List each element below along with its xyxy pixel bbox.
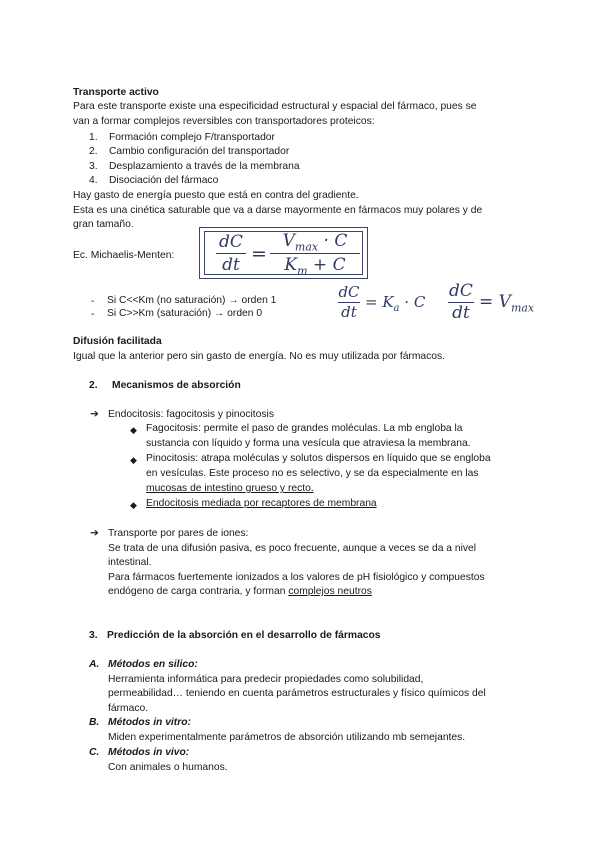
step-number: 3. — [89, 161, 98, 172]
arrow-bullet-icon: ➔ — [90, 528, 99, 539]
diamond-bullet-icon: ◆ — [130, 425, 137, 435]
order0-denominator: dt — [452, 303, 470, 323]
underlined-term: complejos neutros — [288, 586, 372, 597]
paragraph-line: Igual que la anterior pero sin gasto de energía. No es muy utilizada por fármacos. — [73, 351, 446, 362]
km-subscript: m — [297, 264, 308, 278]
paragraph-line: Se trata de una difusión pasiva, es poco frecuente, aunque a veces se da a nivel — [108, 543, 477, 554]
step-number: 4. — [89, 175, 98, 186]
mm-rhs-fraction-bar — [270, 253, 360, 254]
list-item-endocytosis: Endocitosis: fagocitosis y pinocitosis — [108, 409, 274, 420]
mm-rhs-den-rest: + C — [307, 255, 346, 275]
paragraph-line: Para fármacos fuertemente ionizados a los valores de pH fisiológico y compuestos — [108, 572, 485, 583]
paragraph-line: van a formar complejos reversibles con transportadores proteicos: — [73, 116, 375, 127]
method-letter: A. — [89, 659, 100, 670]
section-title-absorption-prediction: Predicción de la absorción en el desarrollo de fármacos — [107, 630, 381, 641]
method-letter: C. — [89, 747, 100, 758]
section-heading-facilitated-diffusion: Difusión facilitada — [73, 336, 162, 347]
paragraph-line: intestinal. — [108, 557, 152, 568]
mm-rhs-num-rest: · C — [318, 231, 348, 251]
paragraph-line: Miden experimentalmente parámetros de absorción utilizando mb semejantes. — [108, 732, 466, 743]
vmax-symbol: V — [282, 231, 295, 251]
paragraph-line: gran tamaño. — [73, 219, 134, 230]
paragraph-line: Fagocitosis: permite el paso de grandes moléculas. La mb engloba la — [146, 423, 463, 434]
mm-rhs-denominator — [268, 255, 362, 281]
diamond-bullet-icon: ◆ — [130, 455, 137, 465]
paragraph-line: Hay gasto de energía puesto que está en contra del gradiente. — [73, 190, 359, 201]
order1-numerator: dC — [338, 283, 360, 301]
paragraph-line: Con animales o humanos. — [108, 762, 228, 773]
order1-rest: · C — [399, 293, 426, 311]
mm-lhs-numerator: dC — [219, 232, 243, 252]
paragraph-line: Esta es una cinética saturable que va a darse mayormente en fármacos muy polares y de — [73, 205, 483, 216]
paragraph-line-underlined: mucosas de intestino grueso y recto. — [146, 483, 314, 494]
vmax-symbol: = V — [479, 292, 511, 312]
ka-subscript: a — [393, 303, 400, 314]
order1-rhs — [365, 294, 425, 317]
paragraph-line: permeabilidad… teniendo en cuenta parámetros estructurales y físico químicos del — [108, 688, 486, 699]
paragraph-line: sustancia con líquido y forma una vesícula que atraviesa la membrana. — [146, 438, 471, 449]
step-text: Cambio configuración del transportador — [109, 146, 290, 157]
method-letter: B. — [89, 717, 100, 728]
mm-equals: = — [251, 243, 267, 265]
step-number: 2. — [89, 146, 98, 157]
text-span: endógeno de carga contraria, y forman — [108, 586, 289, 597]
step-text: Disociación del fármaco — [109, 175, 219, 186]
diamond-bullet-icon: ◆ — [130, 500, 137, 510]
step-number: 1. — [89, 132, 98, 143]
km-symbol: K — [284, 255, 298, 275]
paragraph-line: Pinocitosis: atrapa moléculas y solutos dispersos en líquido que se engloba — [146, 453, 491, 464]
ka-symbol: = K — [365, 293, 394, 311]
section-number: 3. — [89, 630, 98, 641]
order0-rhs — [479, 293, 534, 317]
paragraph-line: Herramienta informática para predecir propiedades como solubilidad, — [108, 674, 424, 685]
order1-denominator: dt — [341, 303, 357, 321]
case-text: Si C<<Km (no saturación) → orden 1 — [107, 295, 277, 306]
order0-numerator: dC — [449, 281, 473, 301]
step-text: Formación complejo F/transportador — [109, 132, 275, 143]
mm-lhs-denominator: dt — [222, 255, 240, 275]
method-title-in-vivo: Métodos in vivo: — [108, 747, 190, 758]
paragraph-line: en vesículas. Este proceso no es selectivo, y se da especialmente en las — [146, 468, 479, 479]
case-bullet: - — [91, 309, 95, 320]
method-title-in-silico: Métodos en silico: — [108, 659, 198, 670]
case-text: Si C>>Km (saturación) → orden 0 — [107, 308, 263, 319]
step-text: Desplazamiento a través de la membrana — [109, 161, 300, 172]
vmax-subscript: max — [510, 301, 535, 315]
paragraph-line — [108, 586, 372, 598]
section-title-absorption-mechanisms: Mecanismos de absorción — [112, 380, 241, 391]
vmax-subscript: max — [294, 240, 319, 254]
paragraph-line: Para este transporte existe una especificidad estructural y espacial del fármaco, pues se — [73, 101, 477, 112]
case-bullet: - — [91, 296, 95, 307]
section-heading-active-transport: Transporte activo — [73, 87, 159, 98]
paragraph-line: fármaco. — [108, 703, 149, 714]
section-number: 2. — [89, 380, 98, 391]
arrow-bullet-icon: ➔ — [90, 409, 99, 420]
list-item-ion-pairs: Transporte por pares de iones: — [108, 528, 249, 539]
list-item-receptor-endocytosis: Endocitosis mediada por recaptores de membrana — [146, 498, 377, 509]
mm-lhs-fraction-bar — [216, 253, 246, 254]
equation-label: Ec. Michaelis-Menten: — [73, 250, 175, 261]
method-title-in-vitro: Métodos in vitro: — [108, 717, 191, 728]
